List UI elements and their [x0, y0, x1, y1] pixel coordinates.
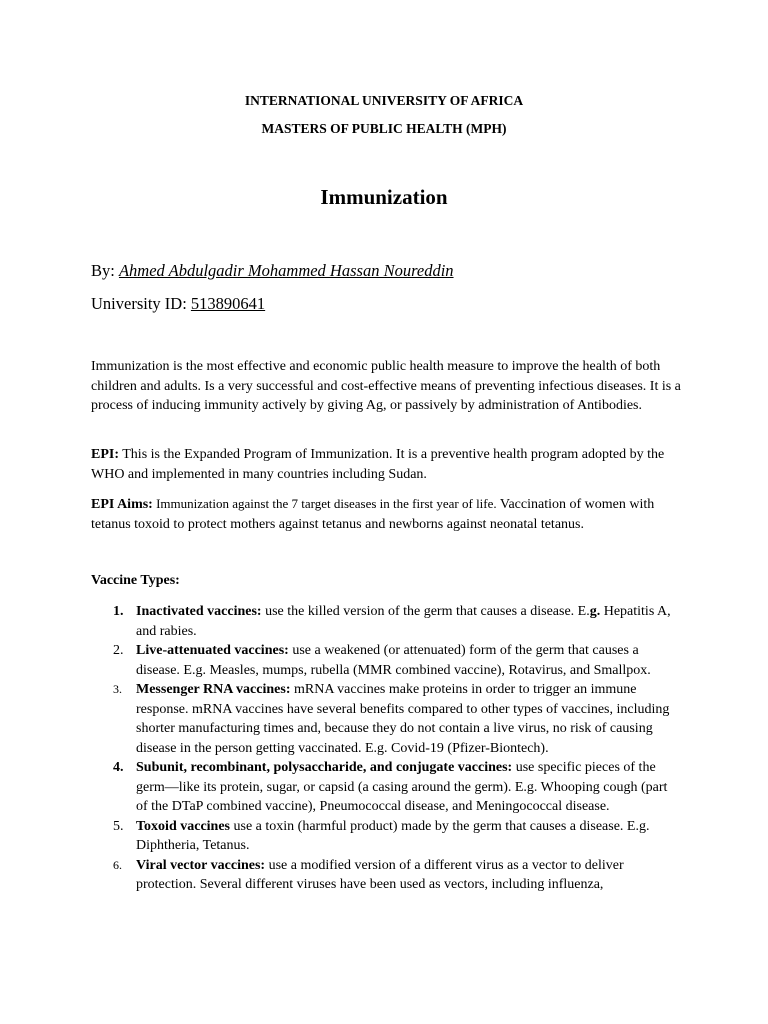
vaccine-description: use a weakened (or attenuated) form of the germ that causes a disease. E.g. Measles, mumps, rubella (MMR combined vaccine), Rotavirus, and Smallpox.	[136, 643, 651, 678]
vaccine-name: Subunit, recombinant, polysaccharide, and conjugate vaccines:	[136, 760, 513, 775]
list-item	[91, 856, 681, 895]
intro-paragraph: Immunization is the most effective and economic public health measure to improve the health of both children and adults. Is a very successful and cost-effective means of preventing infectious diseases. It is a process of inducing immunity actively by giving Ag, or passively by administration of Antibodies.	[91, 359, 681, 413]
list-item	[91, 602, 681, 641]
program-name: MASTERS OF PUBLIC HEALTH (MPH)	[261, 121, 507, 136]
list-item-number: 2.	[113, 643, 124, 658]
university-name: INTERNATIONAL UNIVERSITY OF AFRICA	[244, 93, 524, 108]
epi-text: This is the Expanded Program of Immunization. It is a preventive health program adopted by the WHO and implemented in many countries including Sudan.	[91, 447, 665, 482]
vaccine-types-heading: Vaccine Types:	[91, 573, 180, 588]
list-item-number: 4.	[113, 760, 124, 775]
vaccine-types-list	[91, 602, 681, 895]
epi-aims-paragraph	[91, 494, 681, 534]
list-item	[91, 758, 681, 817]
list-item-number: 6.	[113, 857, 122, 872]
list-item-number: 5.	[113, 818, 124, 834]
vaccine-name: Inactivated vaccines:	[136, 604, 262, 619]
vaccine-description-bold: g.	[589, 604, 601, 619]
list-item	[91, 817, 681, 856]
vaccine-name: Toxoid vaccines	[136, 818, 230, 834]
vaccine-description: mRNA vaccines make proteins in order to trigger an immune response. mRNA vaccines have several benefits compared to other types of vaccines, including shorter manufacturing times and, because they do not contain a live virus, no risk of causing disease in the person getting vaccinated. E.g. Covid-19 (Pfizer-Biontech).	[136, 682, 670, 756]
university-id-label: University ID:	[91, 294, 191, 313]
vaccine-description: use the killed version of the germ that causes a disease. E.	[261, 604, 590, 619]
list-item-number: 3.	[113, 682, 122, 696]
document-title: Immunization	[320, 185, 448, 209]
vaccine-description: use specific pieces of the germ—like its protein, sugar, or capsid (a casing around the germ). E.g. Whooping cough (part of the DTaP combined vaccine), Pneumococcal disease, and Meningococcal disease.	[136, 760, 668, 814]
university-id-value: 513890641	[190, 294, 266, 313]
epi-aims-text: Vaccination of women with tetanus toxoid to protect mothers against tetanus and newborns against neonatal tetanus.	[91, 497, 655, 532]
epi-label: EPI:	[91, 447, 119, 462]
vaccine-name: Live-attenuated vaccines:	[136, 643, 289, 658]
author-line	[91, 261, 454, 281]
epi-paragraph	[91, 445, 681, 484]
vaccine-description: use a toxin (harmful product) made by the germ that causes a disease. E.g. Diphtheria, Tetanus.	[136, 818, 650, 853]
epi-aims-label: EPI Aims:	[91, 497, 153, 512]
university-id-line	[91, 294, 265, 314]
epi-aims-text-small: Immunization against the 7 target diseases in the first year of life.	[152, 496, 497, 511]
author-name: Ahmed Abdulgadir Mohammed Hassan Noureddin	[118, 261, 454, 280]
author-label: By:	[91, 261, 119, 280]
vaccine-description: use a modified version of a different virus as a vector to deliver protection. Several different viruses have been used as vectors, including influenza,	[136, 857, 624, 892]
vaccine-name: Messenger RNA vaccines:	[136, 682, 291, 697]
list-item	[91, 641, 681, 680]
list-item-number: 1.	[113, 604, 124, 619]
vaccine-name: Viral vector vaccines:	[136, 857, 266, 873]
list-item	[91, 680, 681, 758]
vaccine-description-tail: Hepatitis A, and rabies.	[136, 604, 671, 639]
